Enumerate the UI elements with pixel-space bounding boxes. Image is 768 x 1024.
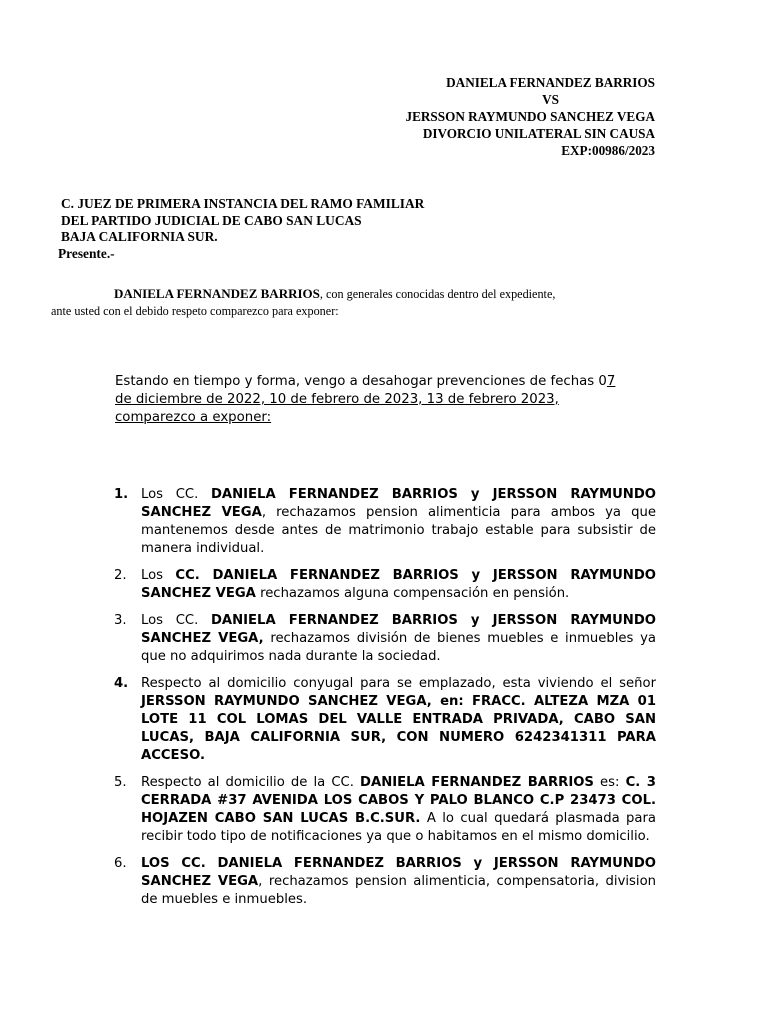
- list-item-number: 2.: [114, 568, 127, 583]
- list-item: [104, 774, 656, 846]
- list-item-text: Respecto al domicilio conyugal para se emplazado, esta viviendo el señor: [141, 676, 656, 691]
- plaintiff-name: DANIELA FERNANDEZ BARRIOS: [446, 75, 655, 90]
- addressee-line-3: BAJA CALIFORNIA SUR.: [61, 229, 218, 244]
- estando-underlined-comparezco: comparezco a exponer:: [115, 410, 272, 425]
- defendant-name: JERSSON RAYMUNDO SANCHEZ VEGA: [405, 109, 655, 124]
- list-item-text: rechazamos división de bienes muebles e inmuebles ya que no adquirimos nada durante la sociedad.: [141, 631, 656, 664]
- list-item-text: , rechazamos pension alimenticia para ambos ya que mantenemos desde antes de matrimonio trabajo estable para subsistir de manera individual.: [141, 505, 656, 556]
- intro-paragraph: [51, 286, 655, 319]
- list-item-bold: DANIELA FERNANDEZ BARRIOS y JERSSON RAYMUNDO SANCHEZ VEGA: [141, 487, 657, 520]
- presente-label: Presente.-: [58, 245, 115, 261]
- intro-text-1: , con generales conocidas dentro del expediente,: [319, 287, 556, 301]
- numbered-list: [104, 486, 656, 918]
- case-number: EXP:00986/2023: [561, 143, 655, 158]
- list-item-text: Los: [141, 568, 176, 583]
- list-item-text: Respecto al domicilio de la CC.: [141, 775, 361, 790]
- list-item-number: 4.: [114, 676, 129, 691]
- list-item-bold: CC. DANIELA FERNANDEZ BARRIOS y JERSSON RAYMUNDO SANCHEZ VEGA: [141, 568, 656, 601]
- list-item: [104, 612, 656, 666]
- case-header: [235, 74, 655, 159]
- versus-label: VS: [542, 92, 559, 107]
- list-item-text: Los CC.: [141, 487, 211, 502]
- addressee-line-2: DEL PARTIDO JUDICIAL DE CABO SAN LUCAS: [61, 212, 362, 228]
- case-type: DIVORCIO UNILATERAL SIN CAUSA: [422, 126, 655, 141]
- list-item: [104, 675, 656, 765]
- estando-underlined-digit: 7: [606, 374, 616, 389]
- list-item-text: es:: [593, 775, 626, 790]
- estando-underlined-dates: de diciembre de 2022, 10 de febrero de 2023, 13 de febrero 2023,: [115, 392, 559, 407]
- list-item-number: 3.: [114, 613, 127, 628]
- list-item-number: 5.: [114, 775, 127, 790]
- addressee-block: [58, 196, 425, 262]
- list-item-bold: DANIELA FERNANDEZ BARRIOS: [360, 775, 594, 790]
- list-item-bold: DANIELA FERNANDEZ BARRIOS y JERSSON RAYMUNDO SANCHEZ VEGA,: [141, 613, 657, 646]
- list-item: [104, 486, 656, 558]
- list-item-number: 6.: [114, 856, 127, 871]
- estando-paragraph: [115, 373, 660, 427]
- list-item-number: 1.: [114, 487, 129, 502]
- intro-name: DANIELA FERNANDEZ BARRIOS: [114, 286, 320, 301]
- intro-line-2: ante usted con el debido respeto comparezco para exponer:: [51, 303, 339, 318]
- list-item: [104, 567, 656, 603]
- list-item-text: , rechazamos pension alimenticia, compensatoria, division de muebles e inmuebles.: [141, 874, 656, 907]
- list-item-bold: JERSSON RAYMUNDO SANCHEZ VEGA, en: FRACC. ALTEZA MZA 01 LOTE 11 COL LOMAS DEL VALLE ENTRADA PRIVADA, CABO SAN LUCAS, BAJA CALIFORNIA SUR, CON NUMERO 6242341311 PARA ACCESO.: [141, 694, 656, 763]
- list-item-text: A lo cual quedará plasmada para recibir todo tipo de notificaciones ya que o habitamos en el mismo domicilio.: [141, 811, 656, 844]
- estando-text: Estando en tiempo y forma, vengo a desahogar prevenciones de fechas 0: [115, 374, 607, 389]
- list-item-bold: LOS CC. DANIELA FERNANDEZ BARRIOS y JERSSON RAYMUNDO SANCHEZ VEGA: [141, 856, 656, 889]
- addressee-line-1: C. JUEZ DE PRIMERA INSTANCIA DEL RAMO FAMILIAR: [61, 196, 425, 211]
- list-item-text: rechazamos alguna compensación en pensión.: [255, 586, 570, 601]
- intro-line-1: [51, 286, 655, 303]
- list-item-bold: C. 3 CERRADA #37 AVENIDA LOS CABOS Y PALO BLANCO C.P 23473 COL. HOJAZEN CABO SAN LUCAS B.C.SUR.: [141, 775, 656, 826]
- list-item: [104, 855, 656, 909]
- list-item-text: Los CC.: [141, 613, 211, 628]
